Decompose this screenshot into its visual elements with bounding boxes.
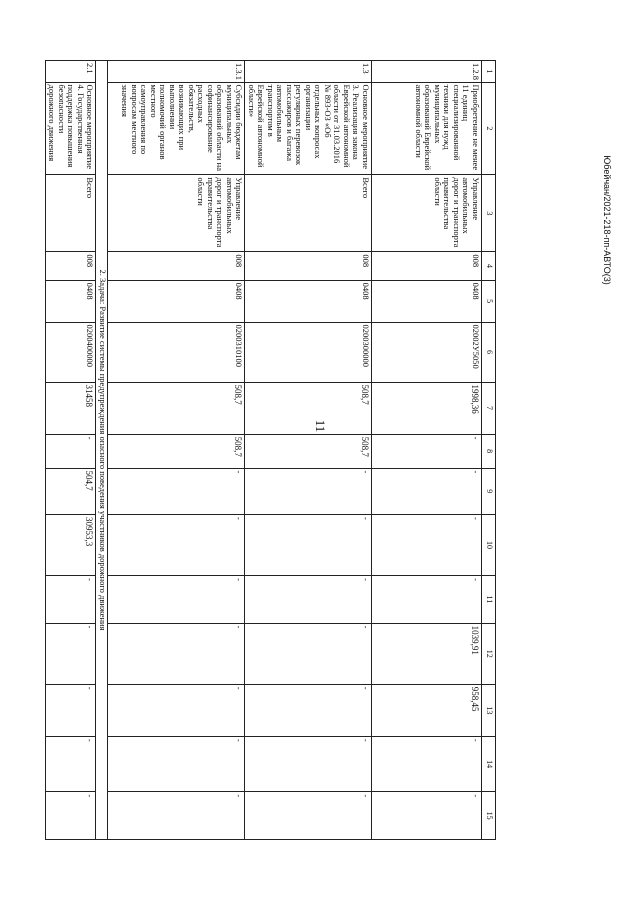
header-cell: 3 (482, 175, 496, 252)
activity-name: Субсидии бюджетам муниципальных образований области на софинансирование расходных обязательств, возникающих при выполнении полномочий органов местного самоуправления по вопросам местного значения (108, 82, 245, 175)
grbs-code: 008 (108, 252, 245, 280)
executor: Управление автомобильных дорог и транспорта правительства области (372, 175, 482, 252)
grbs-code: 008 (45, 252, 96, 280)
activity-name: Основное мероприятие 3. Реализация закона Еврейской автономной области от 31.03.2016 № 893-ОЗ «Об отдельных вопросах организации регулярных перевозок пассажиров и багажа автомобильным транспортом в Еврейской автономной области» (245, 82, 372, 175)
amount-col-12: 1039,91 (372, 623, 482, 684)
amount-col-14: - (372, 736, 482, 791)
header-cell: 6 (482, 322, 496, 382)
page-number: 11 (313, 419, 328, 433)
total-amount: 31458 (45, 382, 96, 434)
header-row (482, 61, 496, 840)
section-code: 0408 (108, 280, 245, 322)
target-item-code: 02002У5050 (372, 322, 482, 382)
executor: Всего (45, 175, 96, 252)
row-number: 1.3.1 (108, 61, 245, 83)
amount-col-9: - (108, 468, 245, 514)
row-number: 2.1 (45, 61, 96, 83)
header-cell: 12 (482, 623, 496, 684)
header-cell: 8 (482, 434, 496, 468)
total-amount: 508,7 (108, 382, 245, 434)
amount-col-11: - (245, 576, 372, 624)
executor: Управление автомобильных дорог и транспорта правительства области (108, 175, 245, 252)
row-number: 1.3 (245, 61, 372, 83)
header-cell: 15 (482, 792, 496, 840)
amount-col-13: - (108, 684, 245, 736)
grbs-code: 008 (245, 252, 372, 280)
header-cell: 14 (482, 736, 496, 791)
header-cell: 9 (482, 468, 496, 514)
amount-col-14: - (45, 736, 96, 791)
amount-col-12: - (245, 623, 372, 684)
amount-col-11: - (45, 576, 96, 624)
amount-col-9: - (372, 468, 482, 514)
amount-col-8: - (45, 434, 96, 468)
activity-name: Приобретение не менее 11 единиц специализированной техники для нужд муниципальных образований Еврейской автономной области (372, 82, 482, 175)
amount-col-14: - (245, 736, 372, 791)
table-row (108, 61, 245, 840)
row-number: 1.2.8 (372, 61, 482, 83)
amount-col-10: - (245, 514, 372, 575)
activity-name: Основное мероприятие 4. Государственная поддержка повышения безопасности дорожного движения (45, 82, 96, 175)
target-item-code: 0200400000 (45, 322, 96, 382)
grbs-code: 008 (372, 252, 482, 280)
amount-col-12: - (108, 623, 245, 684)
executor: Всего (245, 175, 372, 252)
amount-col-14: - (108, 736, 245, 791)
amount-col-15: - (45, 792, 96, 840)
amount-col-11: - (372, 576, 482, 624)
amount-col-8: 508,7 (245, 434, 372, 468)
target-item-code: 0200300000 (245, 322, 372, 382)
task-row (96, 61, 108, 840)
amount-col-12: - (45, 623, 96, 684)
amount-col-15: - (245, 792, 372, 840)
amount-col-13: - (45, 684, 96, 736)
section-code: 0408 (45, 280, 96, 322)
total-amount: 1998,36 (372, 382, 482, 434)
amount-col-10: - (108, 514, 245, 575)
header-cell: 1 (482, 61, 496, 83)
header-cell: 4 (482, 252, 496, 280)
header-cell: 7 (482, 382, 496, 434)
section-code: 0408 (245, 280, 372, 322)
table-row (245, 61, 372, 840)
amount-col-15: - (108, 792, 245, 840)
header-cell: 2 (482, 82, 496, 175)
amount-col-8: 508,7 (108, 434, 245, 468)
amount-col-13: 958,45 (372, 684, 482, 736)
total-amount: 508,7 (245, 382, 372, 434)
header-cell: 11 (482, 576, 496, 624)
amount-col-15: - (372, 792, 482, 840)
amount-col-13: - (245, 684, 372, 736)
amount-col-9: 504,7 (45, 468, 96, 514)
amount-col-9: - (245, 468, 372, 514)
amount-col-10: 30953,3 (45, 514, 96, 575)
amount-col-10: - (372, 514, 482, 575)
section-code: 0408 (372, 280, 482, 322)
header-cell: 5 (482, 280, 496, 322)
amount-col-11: - (108, 576, 245, 624)
document-code (602, 120, 612, 320)
amount-col-8: - (372, 434, 482, 468)
header-cell: 10 (482, 514, 496, 575)
task-heading: 2. Задача: Развитие системы предупреждения опасного поведения участников дорожного движения (96, 61, 108, 840)
target-item-code: 0200310100 (108, 322, 245, 382)
program-activities-table (45, 60, 496, 840)
header-cell: 13 (482, 684, 496, 736)
table-viewport (47, 60, 496, 840)
document-code-text: Юбейчан/2021-218-пп-АВТО(3) (602, 155, 612, 285)
table-row (372, 61, 482, 840)
table-row (45, 61, 96, 840)
